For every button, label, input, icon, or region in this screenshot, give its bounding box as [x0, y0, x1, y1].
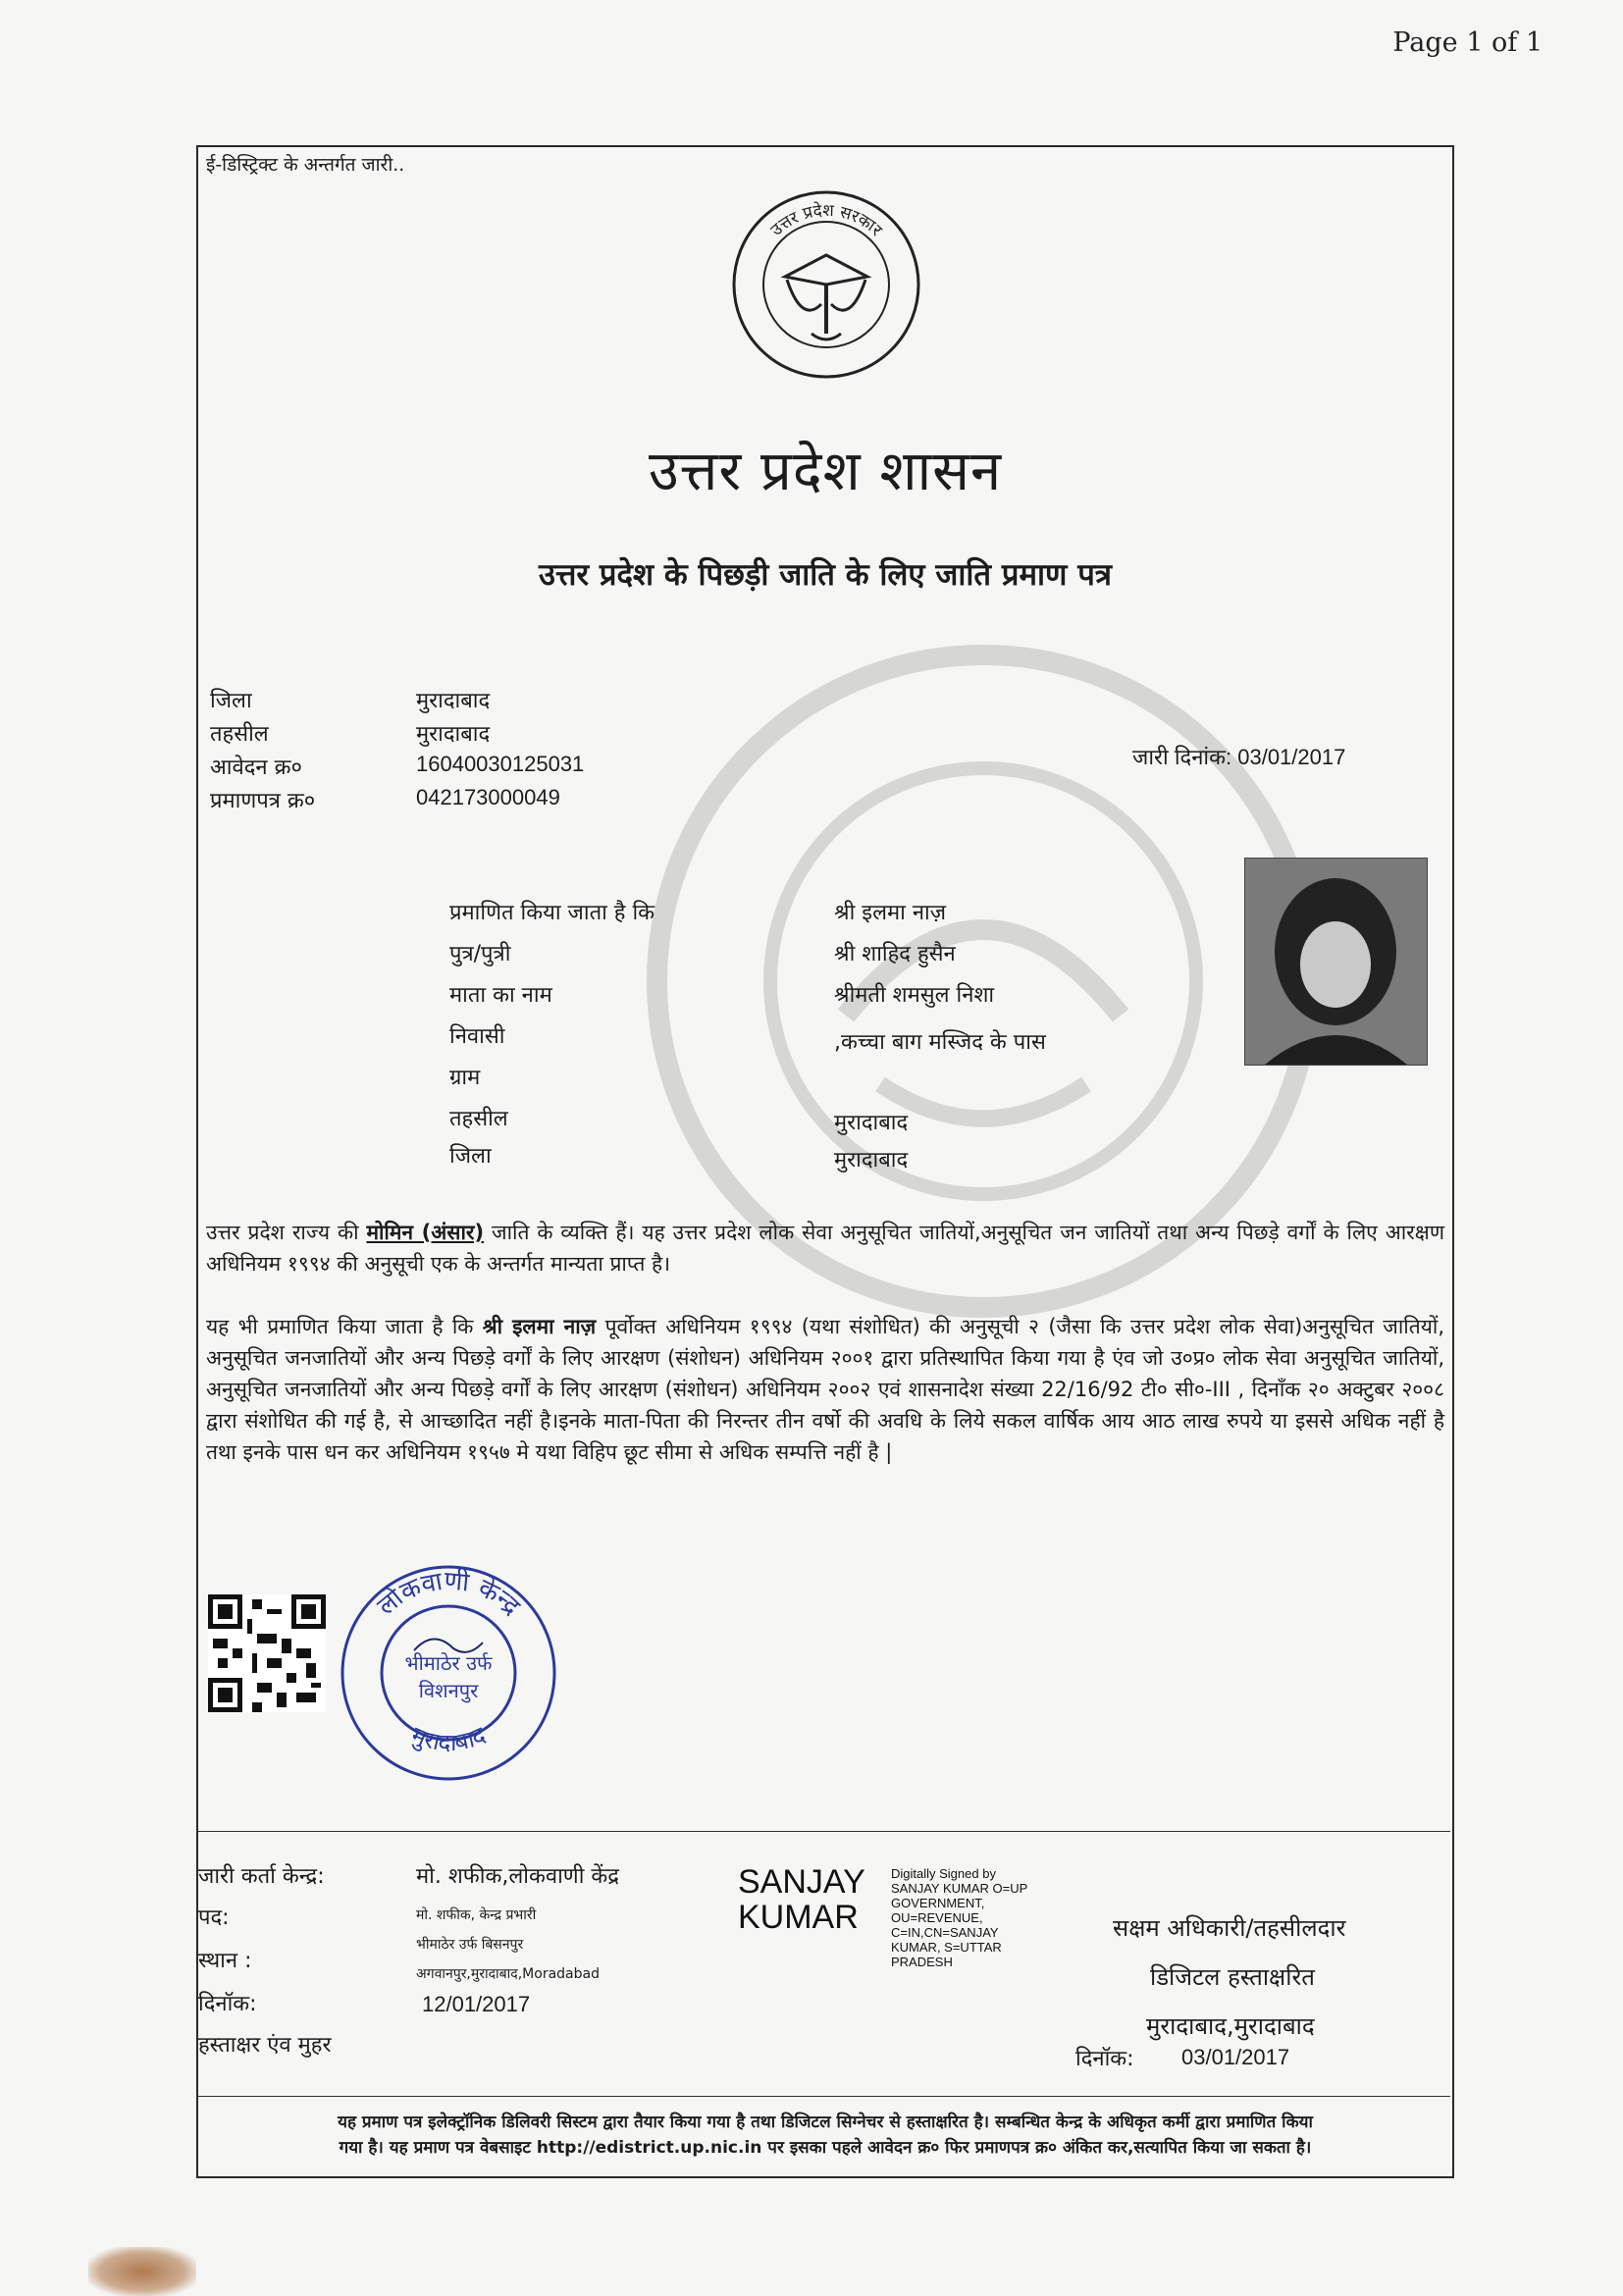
- page-title: उत्तर प्रदेश शासन: [648, 440, 1003, 503]
- place-label: स्थान :: [198, 1949, 252, 1973]
- post-value: मो. शफीक, केन्द्र प्रभारी: [416, 1907, 537, 1923]
- person-tehsil-label: तहसील: [449, 1107, 508, 1131]
- resident-label: निवासी: [449, 1024, 505, 1049]
- stamp-bottom-text: मुरादाबाद: [407, 1721, 490, 1757]
- person-tehsil-value: मुरादाबाद: [834, 1111, 909, 1135]
- certified-label: प्रमाणित किया जाता है कि: [449, 901, 655, 925]
- signature-seal-label: हस्ताक्षर एंव मुहर: [198, 2033, 332, 2058]
- up-government-emblem-icon: [728, 186, 924, 383]
- stamp-mid-text-1: भीमाठेर उर्फ: [404, 1651, 493, 1675]
- tehsil-label: तहसील: [210, 722, 269, 747]
- caste-name: मोमिन (अंसार): [366, 1221, 485, 1244]
- certificate-number-value: 042173000049: [416, 785, 560, 809]
- certificate-number-label: प्रमाणपत्र क्र०: [210, 789, 316, 813]
- competent-authority: सक्षम अधिकारी/तहसीलदार: [1113, 1914, 1346, 1942]
- village-label: ग्राम: [449, 1066, 481, 1090]
- digital-signature-details: Digitally Signed by SANJAY KUMAR O=UP GOVERNMENT, OU=REVENUE, C=IN,CN=SANJAY KUMAR, S=UTTAR PRADESH: [891, 1866, 1028, 1969]
- holder-name: श्री इलमा नाज़: [834, 901, 947, 925]
- application-number-label: आवेदन क्र०: [210, 756, 302, 780]
- authority-place: मुरादाबाद,मुरादाबाद: [1146, 2012, 1315, 2040]
- paper-stain: [88, 2247, 196, 2296]
- authority-date-label: दिनॉक:: [1075, 2047, 1134, 2071]
- svg-text:उत्तर प्रदेश सरकार: उत्तर प्रदेश सरकार: [766, 200, 886, 240]
- mother-name: श्रीमती शमसुल निशा: [834, 983, 995, 1008]
- tehsil-value: मुरादाबाद: [416, 722, 491, 747]
- certificate-frame: [196, 145, 1454, 2178]
- place-value-1: भीमाठेर उर्फ बिसनपुर: [416, 1937, 524, 1953]
- child-of-label: पुत्र/पुत्री: [449, 942, 511, 966]
- digitally-signed-text: डिजिटल हस्ताक्षरित: [1150, 1963, 1315, 1991]
- stamp-top-text: लोकवाणी केन्द्र: [372, 1566, 526, 1622]
- svg-text:मुरादाबाद: [407, 1721, 490, 1756]
- person-district-label: जिला: [449, 1144, 492, 1169]
- district-value: मुरादाबाद: [416, 689, 491, 713]
- resident-address: ,कच्चा बाग मस्जिद के पास: [834, 1030, 1046, 1055]
- qr-code: [208, 1594, 326, 1712]
- verification-note: यह प्रमाण पत्र इलेक्ट्रॉनिक डिलिवरी सिस्टम द्वारा तैयार किया गया है तथा डिजिटल सिग्नेचर से हस्ताक्षरित है। सम्बन्धित केन्द्र के अधिकृत कर्मी द्वारा प्रमाणित किया गया है। यह प्रमाण पत्र वेबसाइट http://edistrict.up.nic.in पर इसका पहले आवेदन क्र० फिर प्रमाणपत्र क्र० अंकित कर,सत्यापित किया जा सकता है।: [338, 2113, 1313, 2158]
- father-name: श्री शाहिद हुसैन: [834, 942, 956, 966]
- holder-name-inline: श्री इलमा नाज़: [482, 1315, 597, 1338]
- page-number: Page 1 of 1: [1392, 27, 1543, 58]
- divider-line: [196, 1831, 1450, 1832]
- holder-photo: [1244, 858, 1428, 1066]
- lokvani-kendra-stamp: [336, 1560, 561, 1786]
- issuer-date-label: दिनॉक:: [198, 1992, 257, 2016]
- certificate-subtitle: उत्तर प्रदेश के पिछड़ी जाति के लिए जाति प्रमाण पत्र: [539, 557, 1112, 593]
- issue-date: जारी दिनांक: 03/01/2017: [1132, 745, 1346, 769]
- stamp-mid-text-2: विशनपुर: [418, 1679, 479, 1702]
- issued-under-text: ई-डिस्ट्रिक्ट के अन्तर्गत जारी..: [206, 154, 405, 176]
- post-label: पद:: [198, 1905, 230, 1930]
- place-value-2: अगवानपुर,मुरादाबाद,Moradabad: [416, 1966, 600, 1982]
- issuing-center-label: जारी कर्ता केन्द्र:: [198, 1864, 325, 1889]
- mother-label: माता का नाम: [449, 983, 552, 1008]
- digital-signer-name: SANJAY KUMAR: [738, 1863, 865, 1936]
- issuing-center-value: मो. शफीक,लोकवाणी केंद्र: [416, 1864, 619, 1889]
- svg-text:लोकवाणी केन्द्र: [371, 1565, 526, 1622]
- person-district-value: मुरादाबाद: [834, 1148, 909, 1173]
- footer-divider: [196, 2096, 1450, 2097]
- district-label: जिला: [210, 689, 252, 713]
- authority-date-value: 03/01/2017: [1181, 2045, 1290, 2069]
- issuer-date-value: 12/01/2017: [422, 1992, 531, 2016]
- caste-paragraph: उत्तर प्रदेश राज्य की मोमिन (अंसार) जाति के व्यक्ति हैं। यह उत्तर प्रदेश लोक सेवा अनुसूचित जातियों,अनुसूचित जन जातियों तथा अन्य पिछड़े वर्गों के लिए आरक्षण अधिनियम १९९४ की अनुसूची एक के अन्तर्गत मान्यता प्राप्त है।: [206, 1221, 1444, 1276]
- eligibility-paragraph: यह भी प्रमाणित किया जाता है कि श्री इलमा नाज़ पूर्वोक्त अधिनियम १९९४ (यथा संशोधित) की अनुसूची २ (जैसा कि उत्तर प्रदेश लोक सेवा)अनुसूचित जातियों, अनुसूचित जनजातियों और अन्य पिछड़े वर्गों के लिए आरक्षण (संशोधन) अधिनियम २००१ द्वारा प्रतिस्थापित किया गया है एंव जो उ०प्र० लोक सेवा अनुसूचित जातियों, अनुसूचित जनजातियों और अन्य पिछड़े वर्गों के लिए आरक्षण (संशोधन) अधिनियम २००२ एवं शासनादेश संख्या 22/16/92 टी० सी०-III , दिनाँक २० अक्टुबर २००८ द्वारा संशोधित की गई है, से आच्छादित नहीं है।इनके माता-पिता की निरन्तर तीन वर्षो की अवधि के लिये सकल वार्षिक आय आठ लाख रुपये या इससे अधिक नहीं है तथा इनके पास धन कर अधिनियम १९५७ मे यथा विहिप छूट सीमा से अधिक सम्पत्ति नहीं है |: [206, 1315, 1444, 1464]
- application-number-value: 16040030125031: [416, 752, 585, 776]
